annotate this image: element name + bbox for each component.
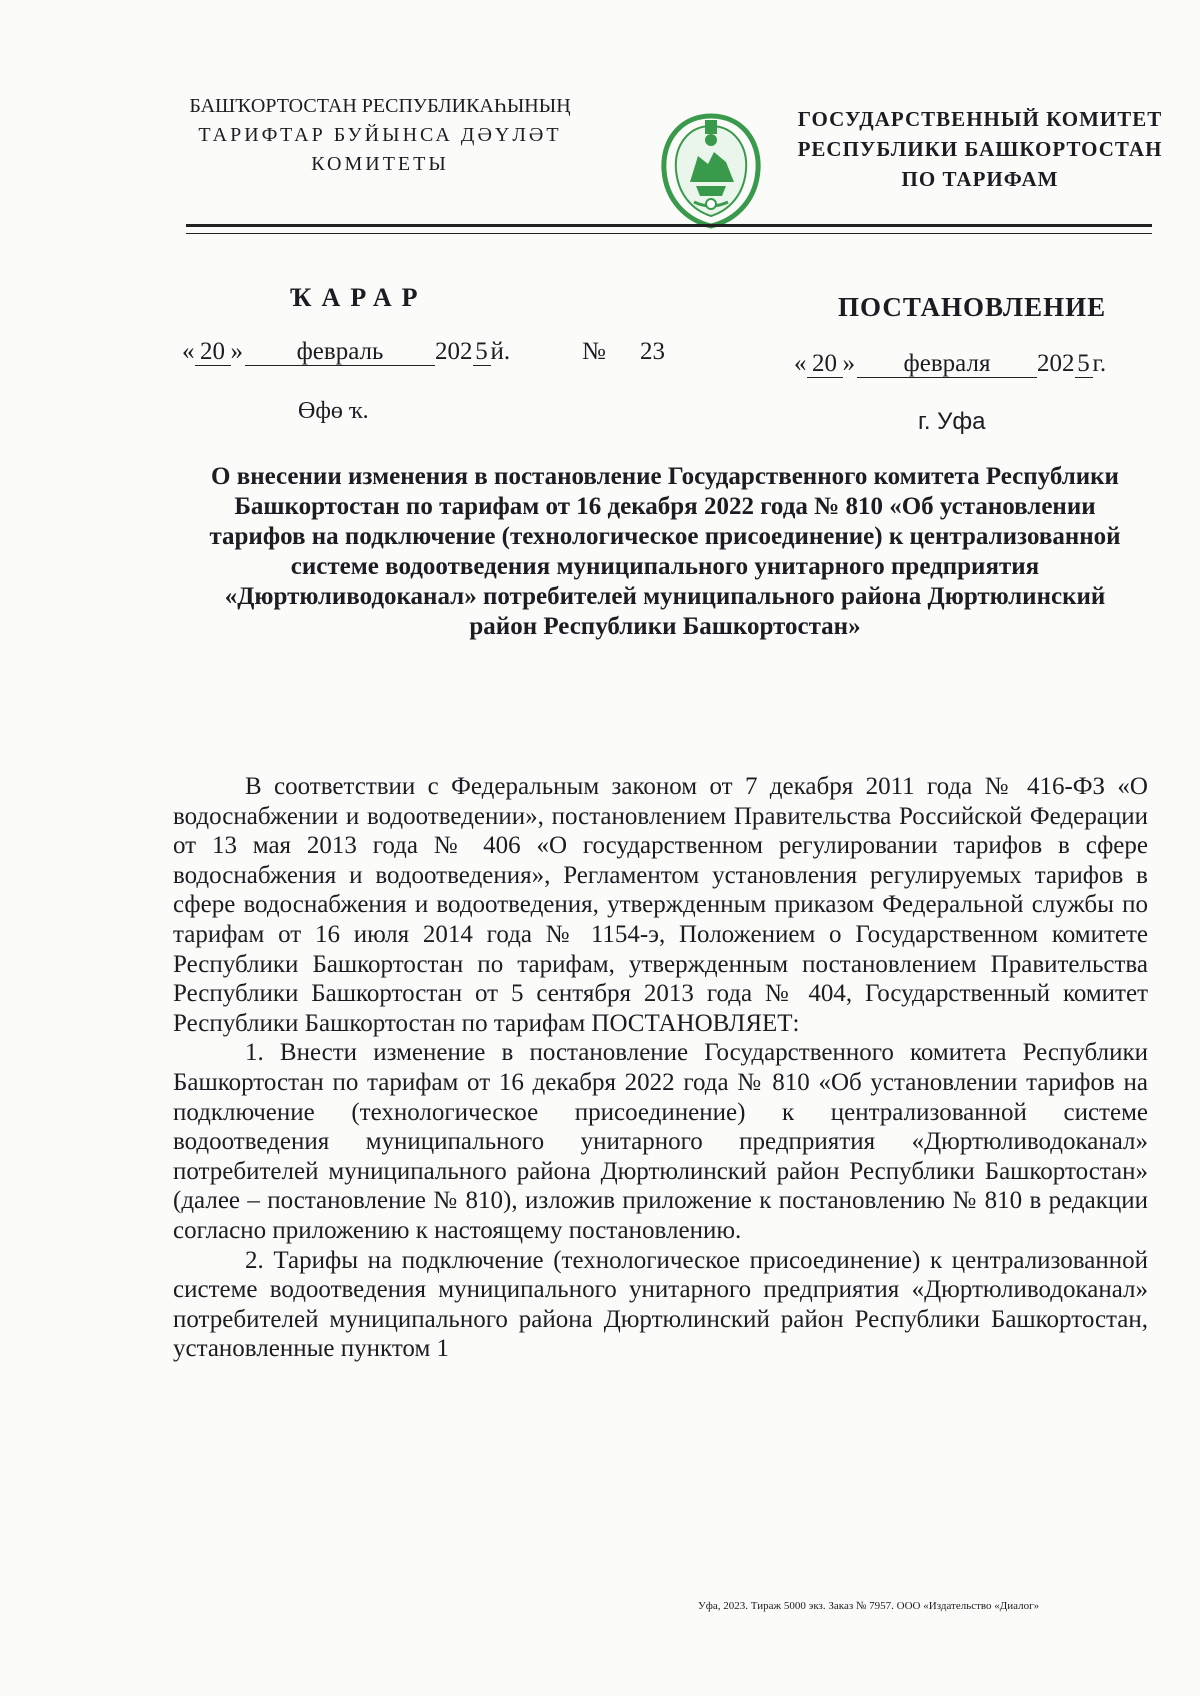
karar-title: ҠАРАР [290,283,428,312]
header-left-line-1: БАШҠОРТОСТАН РЕСПУБЛИКАҺЫНЫҢ [189,95,571,117]
right-year-digit: 5 [1075,351,1093,378]
header-left-line-3: КОМИТЕТЫ [311,153,449,175]
right-city: г. Уфа [918,408,986,435]
header-right-line-2: РЕСПУБЛИКИ БАШКОРТОСТАН [797,137,1163,161]
right-quote-open: « [794,350,807,377]
header-divider-thick [186,224,1152,227]
header-right-org-name [790,104,1170,194]
left-quote-close: » [230,338,243,365]
header-left-line-2: ТАРИФТАР БУЙЫНСА ДӘҮЛӘТ [198,124,562,146]
header-right-line-1: ГОСУДАРСТВЕННЫЙ КОМИТЕТ [797,107,1163,131]
document-title: О внесении изменения в постановление Государственного комитета Республики Башкортостан по тарифам от 16 декабря 2022 года № 810 «Об установлении тарифов на подключение (технологическое присоединение) к централизованной системе водоотведения муниципального унитарного предприятия «Дюртюливодоканал» потребителей муниципального района Дюртюлинский район Республики Башкортостан» [209,463,1121,640]
left-month: февраль [245,339,435,366]
left-year-digit: 5 [473,339,491,366]
header-divider-thin [186,233,1152,234]
left-city: Өфө ҡ. [298,398,369,424]
left-document-number: 23 [640,338,665,365]
left-date-line [182,338,510,366]
left-year-suffix: й. [490,338,511,365]
right-day: 20 [807,351,843,378]
left-number-sign: № [582,338,606,365]
header-left-org-name [170,92,590,179]
postanovlenie-title: ПОСТАНОВЛЕНИЕ [838,292,1107,322]
left-year-prefix: 202 [435,338,473,365]
document-body [173,772,1148,1364]
republic-emblem-icon [656,112,766,230]
right-quote-close: » [842,350,855,377]
right-year-prefix: 202 [1037,350,1075,377]
preamble-paragraph: В соответствии с Федеральным законом от 7 декабря 2011 года № 416-ФЗ «О водоснабжении и водоотведении», постановлением Правительства Российской Федерации от 13 мая 2013 года № 406 «О государственном регулировании тарифов в сфере водоснабжения и водоотведения», Регламентом установления регулируемых тарифов в сфере водоснабжения и водоотведения, утвержденным приказом Федеральной службы по тарифам от 16 июля 2014 года № 1154-э, Положением о Государственном комитете Республики Башкортостан по тарифам, утвержденным постановлением Правительства Республики Башкортостан от 5 сентября 2013 года № 404, Государственный комитет Республики Башкортостан по тарифам ПОСТАНОВЛЯЕТ: [173,773,1148,1037]
header-right-line-3: ПО ТАРИФАМ [901,167,1059,191]
right-month: февраля [857,351,1037,378]
left-quote-open: « [182,338,195,365]
right-year-suffix: г. [1092,350,1107,377]
right-date-line [794,350,1106,378]
item-2-paragraph: 2. Тарифы на подключение (технологическое присоединение) к централизованной системе водоотведения муниципального унитарного предприятия «Дюртюливодоканал» потребителей муниципального района Дюртюлинский район Республики Башкортостан, установленные пунктом 1 [173,1246,1148,1363]
left-day: 20 [195,339,231,366]
print-imprint: Уфа, 2023. Тираж 5000 экз. Заказ № 7957. ООО «Издательство «Диалог» [698,1600,1040,1612]
item-1-paragraph: 1. Внести изменение в постановление Государственного комитета Республики Башкортостан по тарифам от 16 декабря 2022 года № 810 «Об установлении тарифов на подключение (технологическое присоединение) к централизованной системе водоотведения муниципального унитарного предприятия «Дюртюливодоканал» потребителей муниципального района Дюртюлинский район Республики Башкортостан» (далее – постановление № 810), изложив приложение к постановлению № 810 в редакции согласно приложению к настоящему постановлению. [173,1039,1148,1244]
